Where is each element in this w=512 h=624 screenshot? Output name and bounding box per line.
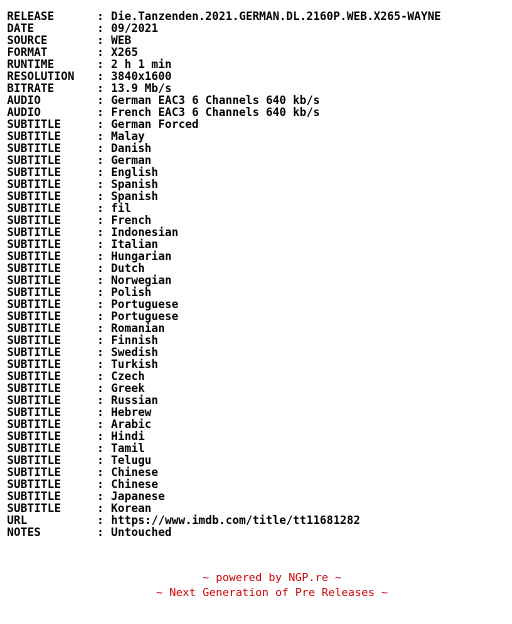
field-key: SUBTITLE	[7, 382, 61, 395]
field-separator: :	[97, 334, 104, 347]
field-value: Finnish	[111, 334, 159, 347]
field-value: Czech	[111, 370, 145, 383]
info-row	[7, 419, 441, 431]
field-key: SUBTITLE	[7, 130, 61, 143]
field-key: SUBTITLE	[7, 214, 61, 227]
field-separator: :	[97, 70, 104, 83]
field-separator: :	[97, 430, 104, 443]
field-separator: :	[97, 226, 104, 239]
info-row	[7, 527, 441, 539]
field-separator: :	[97, 394, 104, 407]
field-key: SUBTITLE	[7, 142, 61, 155]
field-key: SUBTITLE	[7, 394, 61, 407]
field-key: URL	[7, 514, 28, 527]
field-value: Italian	[111, 238, 159, 251]
info-row	[7, 323, 441, 335]
field-key: AUDIO	[7, 106, 41, 119]
info-row	[7, 395, 441, 407]
field-value: Spanish	[111, 190, 159, 203]
field-value: Swedish	[111, 346, 159, 359]
field-key: SOURCE	[7, 34, 48, 47]
info-row	[7, 71, 441, 83]
field-value: 3840x1600	[111, 70, 172, 83]
field-separator: :	[97, 418, 104, 431]
info-row	[7, 443, 441, 455]
field-key: RUNTIME	[7, 58, 55, 71]
field-key: SUBTITLE	[7, 118, 61, 131]
field-separator: :	[97, 142, 104, 155]
field-separator: :	[97, 346, 104, 359]
nfo-info-block	[7, 11, 441, 539]
field-value: https://www.imdb.com/title/tt11681282	[111, 514, 361, 527]
info-row	[7, 431, 441, 443]
field-separator: :	[97, 94, 104, 107]
field-value: WEB	[111, 34, 132, 47]
info-row	[7, 23, 441, 35]
info-row	[7, 179, 441, 191]
info-row	[7, 275, 441, 287]
field-key: SUBTITLE	[7, 286, 61, 299]
field-value: Untouched	[111, 526, 172, 539]
field-separator: :	[97, 10, 104, 23]
info-row	[7, 407, 441, 419]
field-separator: :	[97, 214, 104, 227]
field-value: Portuguese	[111, 298, 179, 311]
field-separator: :	[97, 130, 104, 143]
tagline-line: ~ Next Generation of Pre Releases ~	[156, 586, 388, 599]
field-separator: :	[97, 490, 104, 503]
field-separator: :	[97, 106, 104, 119]
field-value: French	[111, 214, 152, 227]
field-key: RELEASE	[7, 10, 55, 23]
info-row	[7, 347, 441, 359]
field-value: German EAC3 6 Channels 640 kb/s	[111, 94, 320, 107]
info-row	[7, 299, 441, 311]
field-key: SUBTITLE	[7, 178, 61, 191]
field-key: SUBTITLE	[7, 406, 61, 419]
field-separator: :	[97, 406, 104, 419]
field-separator: :	[97, 478, 104, 491]
powered-by-line: ~ powered by NGP.re ~	[202, 571, 342, 584]
field-value: Russian	[111, 394, 159, 407]
field-key: SUBTITLE	[7, 154, 61, 167]
info-row	[7, 479, 441, 491]
field-separator: :	[97, 250, 104, 263]
field-separator: :	[97, 154, 104, 167]
field-value: French EAC3 6 Channels 640 kb/s	[111, 106, 320, 119]
field-separator: :	[97, 82, 104, 95]
field-value: Greek	[111, 382, 145, 395]
info-row	[7, 251, 441, 263]
field-key: SUBTITLE	[7, 490, 61, 503]
info-row	[7, 383, 441, 395]
info-row	[7, 263, 441, 275]
info-row	[7, 227, 441, 239]
field-value: Malay	[111, 130, 145, 143]
field-key: SUBTITLE	[7, 166, 61, 179]
field-value: Arabic	[111, 418, 152, 431]
field-value: 2 h 1 min	[111, 58, 172, 71]
field-key: DATE	[7, 22, 34, 35]
field-key: SUBTITLE	[7, 202, 61, 215]
field-value: Japanese	[111, 490, 165, 503]
field-key: SUBTITLE	[7, 226, 61, 239]
field-key: SUBTITLE	[7, 454, 61, 467]
field-value: Telugu	[111, 454, 152, 467]
info-row	[7, 359, 441, 371]
field-key: AUDIO	[7, 94, 41, 107]
field-value: 09/2021	[111, 22, 159, 35]
field-separator: :	[97, 262, 104, 275]
info-row	[7, 11, 441, 23]
field-separator: :	[97, 454, 104, 467]
field-value: X265	[111, 46, 138, 59]
field-separator: :	[97, 34, 104, 47]
field-value: Hungarian	[111, 250, 172, 263]
field-value: Norwegian	[111, 274, 172, 287]
field-value: English	[111, 166, 159, 179]
field-key: SUBTITLE	[7, 442, 61, 455]
field-value: Dutch	[111, 262, 145, 275]
field-separator: :	[97, 166, 104, 179]
info-row	[7, 515, 441, 527]
info-row	[7, 203, 441, 215]
field-key: SUBTITLE	[7, 478, 61, 491]
info-row	[7, 371, 441, 383]
field-key: SUBTITLE	[7, 190, 61, 203]
field-key: BITRATE	[7, 82, 55, 95]
field-value: Chinese	[111, 478, 159, 491]
field-separator: :	[97, 382, 104, 395]
field-value: Tamil	[111, 442, 145, 455]
field-separator: :	[97, 190, 104, 203]
field-separator: :	[97, 22, 104, 35]
field-key: RESOLUTION	[7, 70, 75, 83]
field-value: fil	[111, 202, 132, 215]
info-row	[7, 491, 441, 503]
field-value: Polish	[111, 286, 152, 299]
field-key: SUBTITLE	[7, 430, 61, 443]
info-row	[7, 287, 441, 299]
field-value: Chinese	[111, 466, 159, 479]
info-row	[7, 239, 441, 251]
info-row	[7, 107, 441, 119]
field-separator: :	[97, 178, 104, 191]
info-row	[7, 215, 441, 227]
field-separator: :	[97, 46, 104, 59]
info-row	[7, 119, 441, 131]
info-row	[7, 155, 441, 167]
field-value: 13.9 Mb/s	[111, 82, 172, 95]
info-row	[7, 167, 441, 179]
field-key: SUBTITLE	[7, 358, 61, 371]
field-separator: :	[97, 370, 104, 383]
field-separator: :	[97, 502, 104, 515]
field-key: SUBTITLE	[7, 502, 61, 515]
info-row	[7, 455, 441, 467]
field-separator: :	[97, 526, 104, 539]
field-value: Spanish	[111, 178, 159, 191]
field-key: SUBTITLE	[7, 238, 61, 251]
info-row	[7, 47, 441, 59]
info-row	[7, 191, 441, 203]
field-value: Romanian	[111, 322, 165, 335]
field-separator: :	[97, 358, 104, 371]
field-key: SUBTITLE	[7, 322, 61, 335]
field-separator: :	[97, 442, 104, 455]
info-row	[7, 131, 441, 143]
field-key: SUBTITLE	[7, 418, 61, 431]
field-separator: :	[97, 286, 104, 299]
field-key: SUBTITLE	[7, 298, 61, 311]
field-key: SUBTITLE	[7, 466, 61, 479]
field-separator: :	[97, 322, 104, 335]
info-row	[7, 335, 441, 347]
info-row	[7, 311, 441, 323]
field-key: SUBTITLE	[7, 274, 61, 287]
field-value: German	[111, 154, 152, 167]
field-key: SUBTITLE	[7, 370, 61, 383]
field-separator: :	[97, 58, 104, 71]
field-value: Portuguese	[111, 310, 179, 323]
field-key: SUBTITLE	[7, 346, 61, 359]
info-row	[7, 143, 441, 155]
field-value: Hebrew	[111, 406, 152, 419]
field-key: FORMAT	[7, 46, 48, 59]
field-value: Die.Tanzenden.2021.GERMAN.DL.2160P.WEB.X265-WAYNE	[111, 10, 442, 23]
field-key: SUBTITLE	[7, 250, 61, 263]
field-value: Indonesian	[111, 226, 179, 239]
field-separator: :	[97, 514, 104, 527]
field-separator: :	[97, 238, 104, 251]
info-row	[7, 467, 441, 479]
field-separator: :	[97, 118, 104, 131]
field-separator: :	[97, 202, 104, 215]
field-key: NOTES	[7, 526, 41, 539]
field-key: SUBTITLE	[7, 310, 61, 323]
field-separator: :	[97, 466, 104, 479]
field-separator: :	[97, 298, 104, 311]
field-value: Danish	[111, 142, 152, 155]
field-separator: :	[97, 274, 104, 287]
field-value: German Forced	[111, 118, 199, 131]
field-key: SUBTITLE	[7, 262, 61, 275]
field-key: SUBTITLE	[7, 334, 61, 347]
field-value: Korean	[111, 502, 152, 515]
info-row	[7, 35, 441, 47]
field-value: Turkish	[111, 358, 159, 371]
field-separator: :	[97, 310, 104, 323]
field-value: Hindi	[111, 430, 145, 443]
